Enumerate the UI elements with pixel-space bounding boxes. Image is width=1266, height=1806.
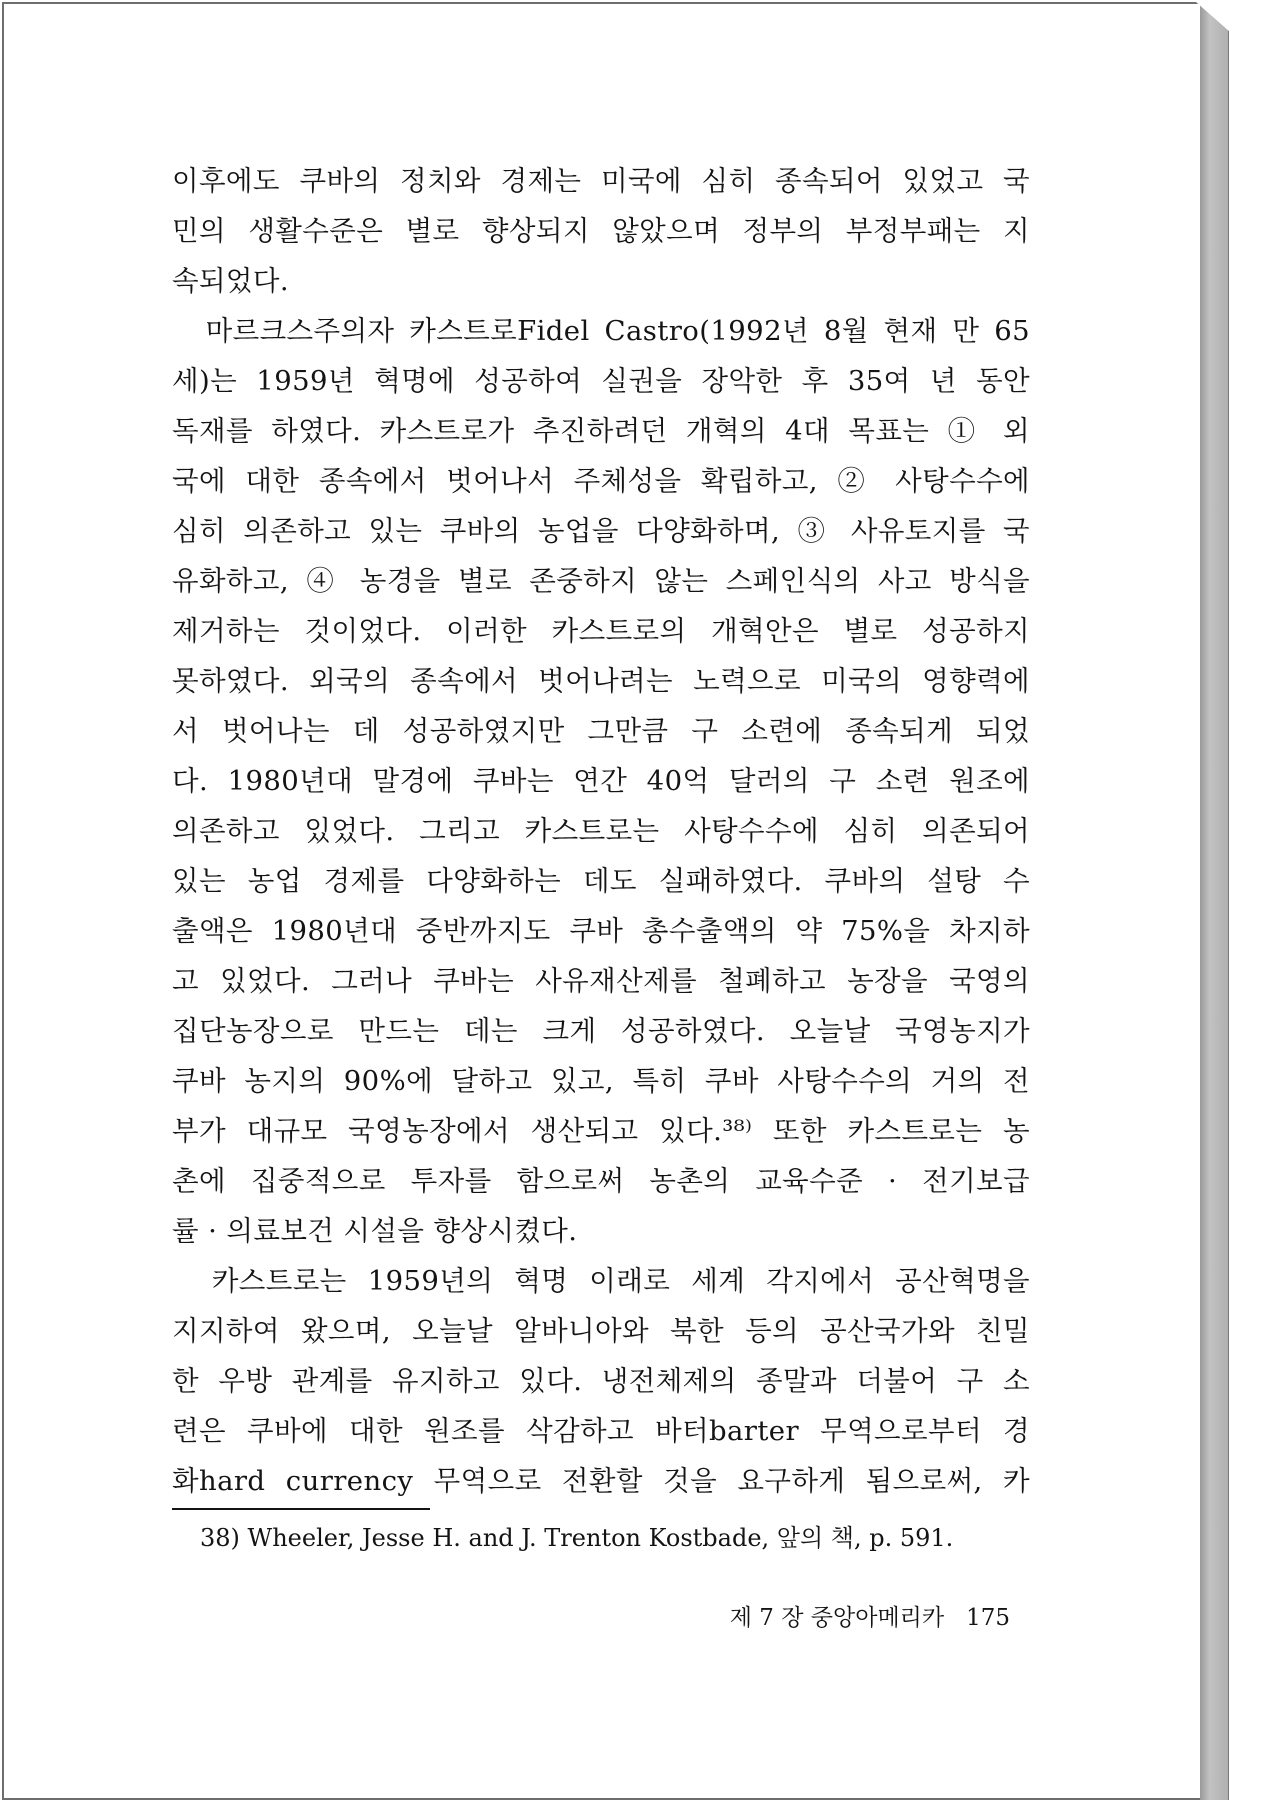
body-line: 심히 의존하고 있는 쿠바의 농업을 다양화하며, ③ 사유토지를 국	[172, 515, 1030, 547]
body-line: 카스트로는 1959년의 혁명 이래로 세계 각지에서 공산혁명을	[172, 1265, 1030, 1297]
body-line: 민의 생활수준은 별로 향상되지 않았으며 정부의 부정부패는 지	[172, 215, 1030, 247]
body-line: 서 벗어나는 데 성공하였지만 그만큼 구 소련에 종속되게 되었	[172, 715, 1030, 747]
chapter-title: 제 7 장 중앙아메리카	[729, 1605, 945, 1631]
body-line: 다. 1980년대 말경에 쿠바는 연간 40억 달러의 구 소련 원조에	[172, 765, 1030, 797]
page-number: 175	[966, 1605, 1010, 1631]
body-line: 있는 농업 경제를 다양화하는 데도 실패하였다. 쿠바의 설탕 수	[172, 865, 1030, 897]
body-line: 이후에도 쿠바의 정치와 경제는 미국에 심히 종속되어 있었고 국	[172, 165, 1030, 197]
body-line: 출액은 1980년대 중반까지도 쿠바 총수출액의 약 75%을 차지하	[172, 915, 1030, 947]
body-line: 의존하고 있었다. 그리고 카스트로는 사탕수수에 심히 의존되어	[172, 815, 1030, 847]
body-text	[172, 156, 1030, 1506]
body-line: 부가 대규모 국영농장에서 생산되고 있다.³⁸⁾ 또한 카스트로는 농	[172, 1115, 1030, 1147]
body-line: 련은 쿠바에 대한 원조를 삭감하고 바터barter 무역으로부터 경	[172, 1415, 1030, 1447]
body-line: 속되었다.	[172, 265, 290, 297]
running-footer	[700, 1600, 1010, 1636]
body-line: 독재를 하였다. 카스트로가 추진하려던 개혁의 4대 목표는 ① 외	[172, 415, 1030, 447]
body-line: 한 우방 관계를 유지하고 있다. 냉전체제의 종말과 더불어 구 소	[172, 1365, 1030, 1397]
page-edge-shadow	[1200, 2, 1229, 1800]
body-line: 고 있었다. 그러나 쿠바는 사유재산제를 철폐하고 농장을 국영의	[172, 965, 1030, 997]
page-corner-fold	[1196, 2, 1230, 32]
body-line: 유화하고, ④ 농경을 별로 존중하지 않는 스페인식의 사고 방식을	[172, 565, 1030, 597]
footnote-divider	[172, 1508, 430, 1510]
body-line: 쿠바 농지의 90%에 달하고 있고, 특히 쿠바 사탕수수의 거의 전	[172, 1065, 1030, 1097]
body-line: 못하였다. 외국의 종속에서 벗어나려는 노력으로 미국의 영향력에	[172, 665, 1030, 697]
body-line: 화hard currency 무역으로 전환할 것을 요구하게 됨으로써, 카	[172, 1465, 1030, 1497]
footnote-38: 38) Wheeler, Jesse H. and J. Trenton Kostbade, 앞의 책, p. 591.	[200, 1524, 954, 1552]
body-line: 제거하는 것이었다. 이러한 카스트로의 개혁안은 별로 성공하지	[172, 615, 1030, 647]
body-line: 률 · 의료보건 시설을 향상시켰다.	[172, 1215, 578, 1247]
body-line: 지지하여 왔으며, 오늘날 알바니아와 북한 등의 공산국가와 친밀	[172, 1315, 1030, 1347]
body-line: 국에 대한 종속에서 벗어나서 주체성을 확립하고, ② 사탕수수에	[172, 465, 1030, 497]
body-line: 마르크스주의자 카스트로Fidel Castro(1992년 8월 현재 만 65	[172, 315, 1030, 347]
body-line: 세)는 1959년 혁명에 성공하여 실권을 장악한 후 35여 년 동안	[172, 365, 1030, 397]
body-line: 집단농장으로 만드는 데는 크게 성공하였다. 오늘날 국영농지가	[172, 1015, 1030, 1047]
body-line: 촌에 집중적으로 투자를 함으로써 농촌의 교육수준 · 전기보급	[172, 1165, 1030, 1197]
